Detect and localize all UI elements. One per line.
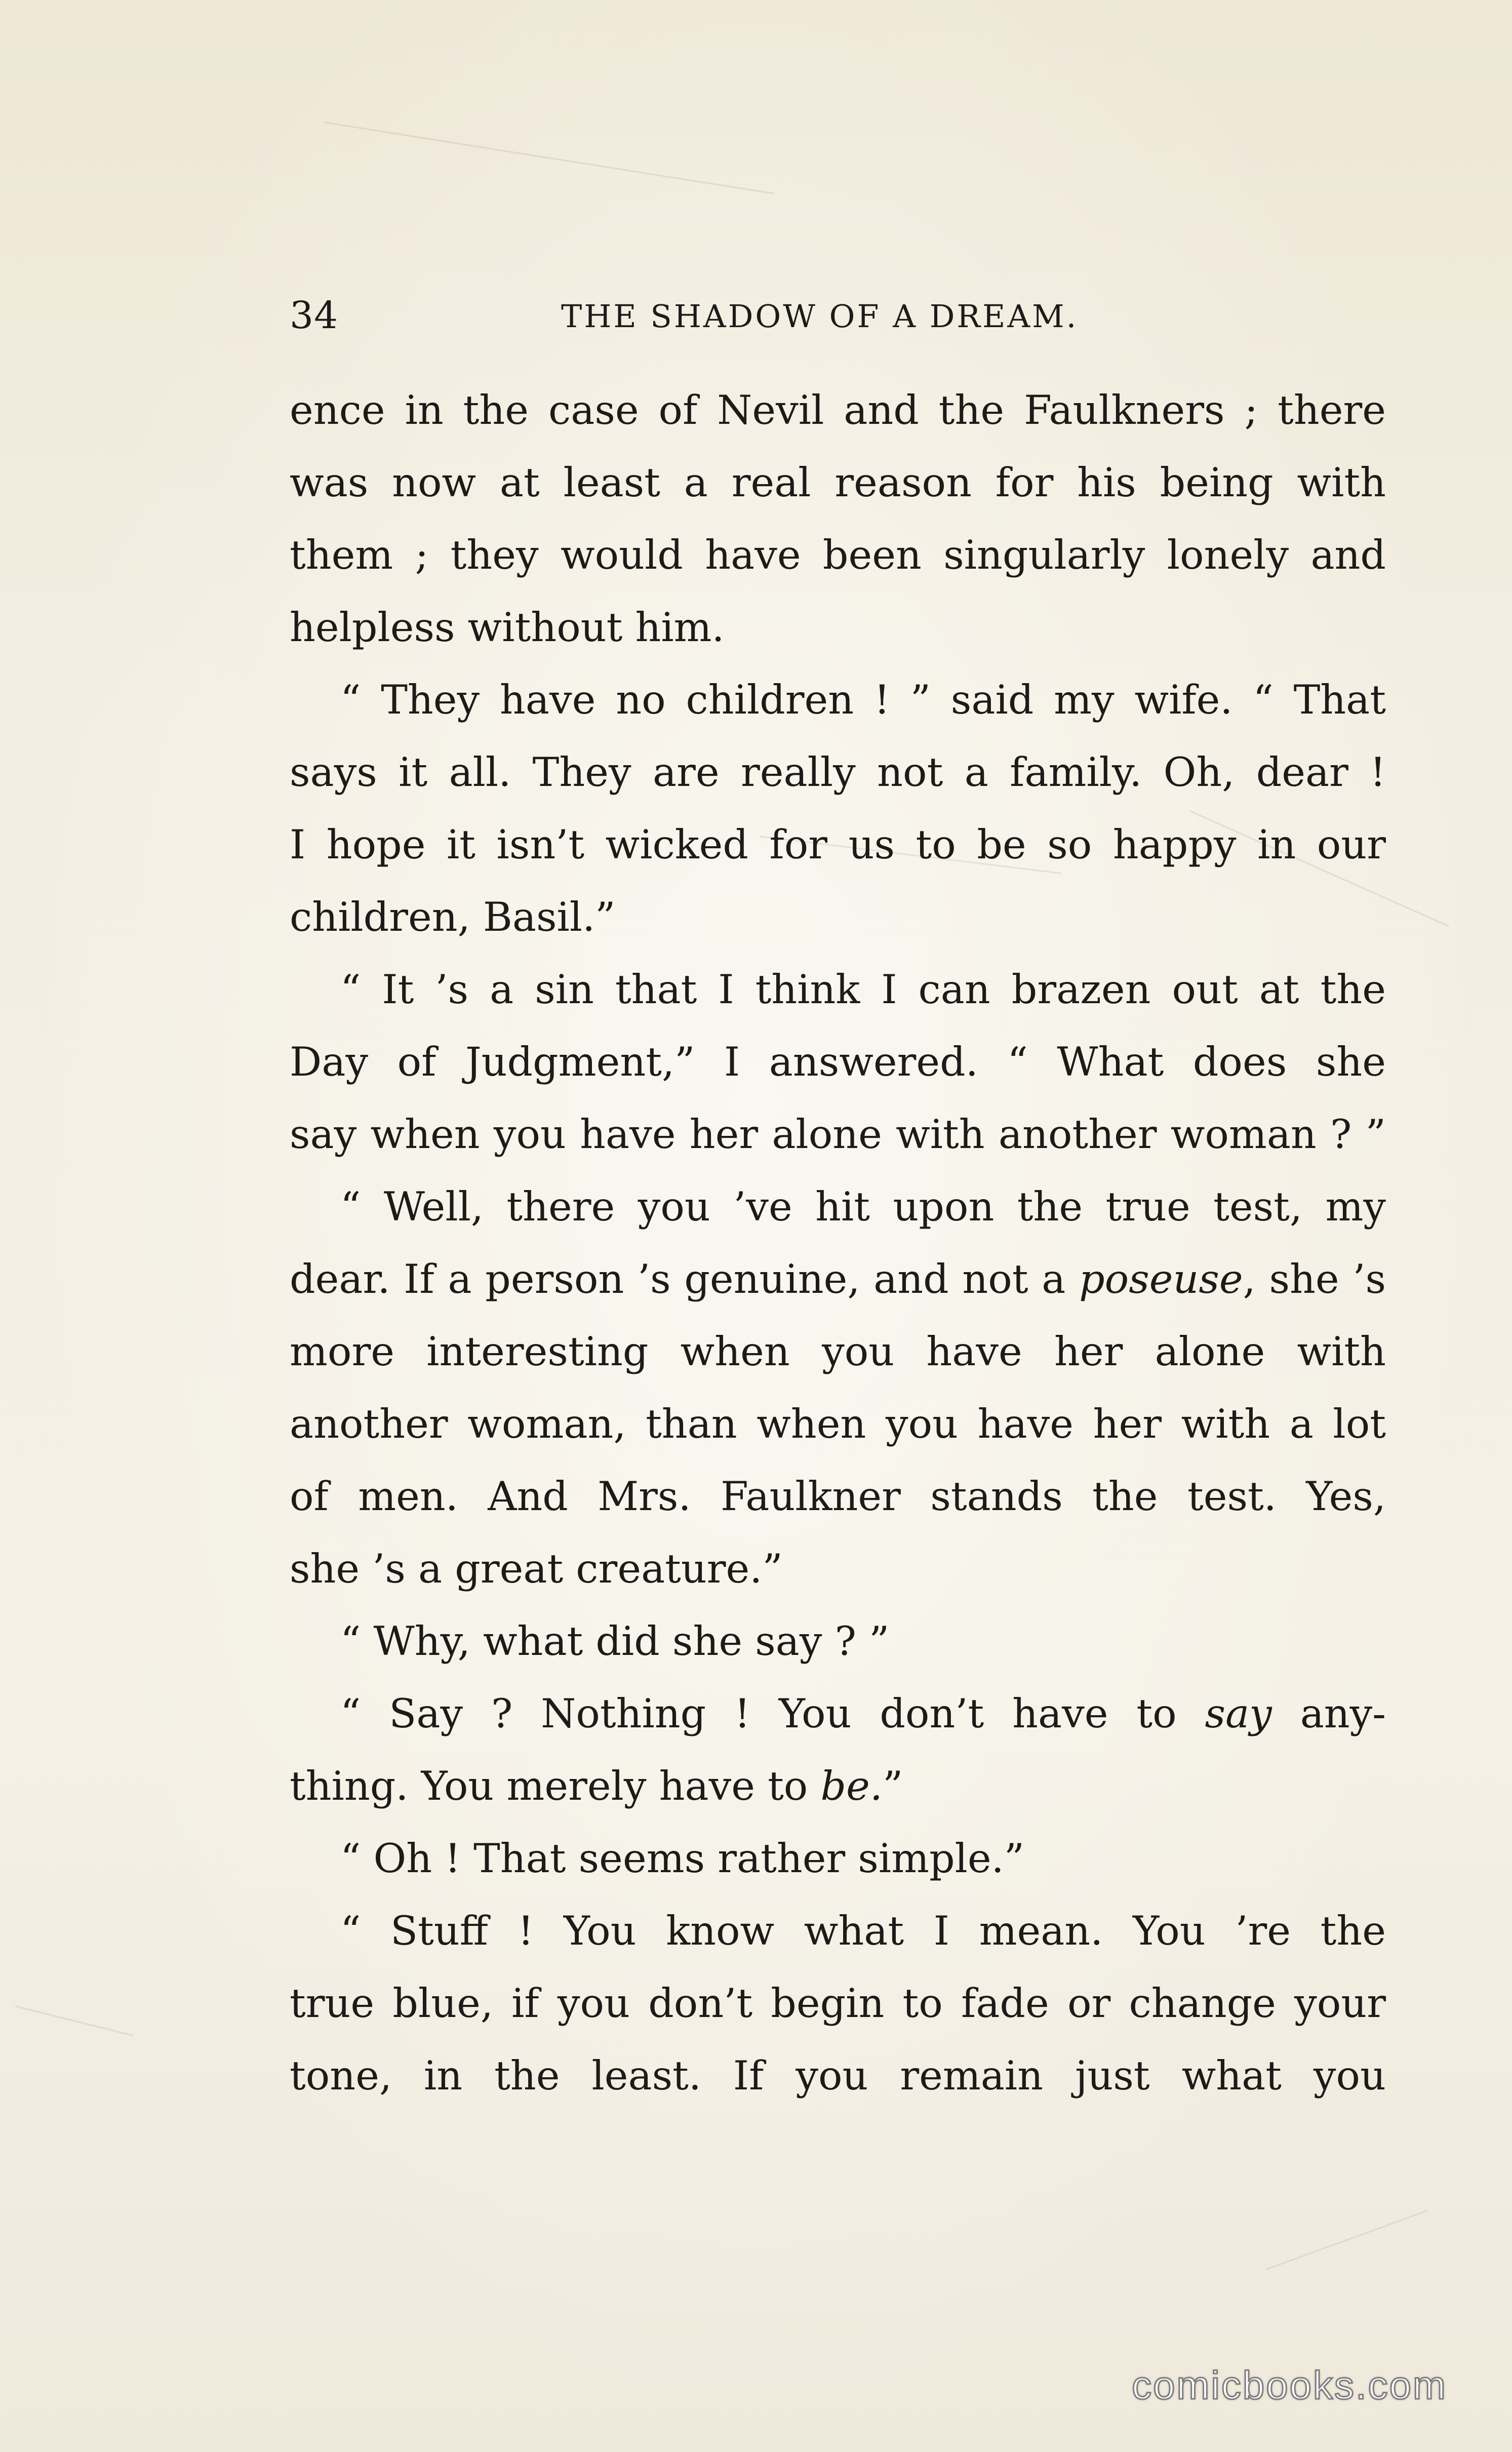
text-line: another woman, than when you have her with a lot (290, 1401, 1386, 1447)
text-line: more interesting when you have her alone with (290, 1328, 1386, 1375)
page-number: 34 (290, 294, 339, 337)
text-line: Day of Judgment,” I answered. “ What does she (290, 1039, 1386, 1085)
text-line: ence in the case of Nevil and the Faulkners ; there (290, 387, 1386, 433)
text-line: says it all. They are really not a family. Oh, dear ! (290, 749, 1386, 796)
paper-crease (324, 122, 774, 194)
italic-word: say (1205, 1690, 1272, 1737)
text-line: “ Stuff ! You know what I mean. You ’re the (340, 1908, 1386, 1954)
text-line: “ They have no children ! ” said my wife. “ That (340, 677, 1386, 723)
text-segment: dear. If a person ’s genuine, and not a (290, 1256, 1080, 1302)
text-segment: , she ’s (1243, 1256, 1386, 1302)
text-line: them ; they would have been singularly lonely and (290, 532, 1386, 578)
text-line: “ It ’s a sin that I think I can brazen out at the (340, 966, 1386, 1013)
running-title: THE SHADOW OF A DREAM. (561, 298, 1079, 335)
text-segment: any- (1271, 1690, 1386, 1737)
text-line (290, 1254, 1386, 1326)
text-line: “ Oh ! That seems rather simple.” (340, 1835, 1025, 1882)
text-line: tone, in the least. If you remain just what you (290, 2052, 1386, 2099)
text-line: she ’s a great creature.” (290, 1546, 783, 1592)
text-line: “ Why, what did she say ? ” (340, 1618, 890, 1665)
text-line: was now at least a real reason for his being with (290, 459, 1386, 506)
text-line (290, 1761, 1386, 1833)
text-line: say when you have her alone with another woman ? ” (290, 1111, 1386, 1158)
watermark: comicbooks.com (1132, 2363, 1447, 2407)
text-line: I hope it isn’t wicked for us to be so happy in our (290, 821, 1386, 868)
paper-crease (15, 2005, 134, 2036)
italic-word: poseuse (1079, 1256, 1243, 1302)
text-line: “ Well, there you ’ve hit upon the true test, my (340, 1183, 1386, 1230)
italic-word: be. (820, 1763, 883, 1809)
text-segment: ” (882, 1763, 903, 1809)
body-text (290, 385, 1386, 2123)
paper-crease (1265, 2210, 1428, 2270)
text-line (290, 1688, 1386, 1761)
text-line: children, Basil.” (290, 894, 616, 940)
text-line: helpless without him. (290, 604, 725, 651)
text-segment: “ Say ? Nothing ! You don’t have to (340, 1690, 1205, 1737)
text-line: true blue, if you don’t begin to fade or change your (290, 1980, 1386, 2027)
text-segment: thing. You merely have to (290, 1763, 821, 1809)
text-line: of men. And Mrs. Faulkner stands the test. Yes, (290, 1473, 1386, 1520)
